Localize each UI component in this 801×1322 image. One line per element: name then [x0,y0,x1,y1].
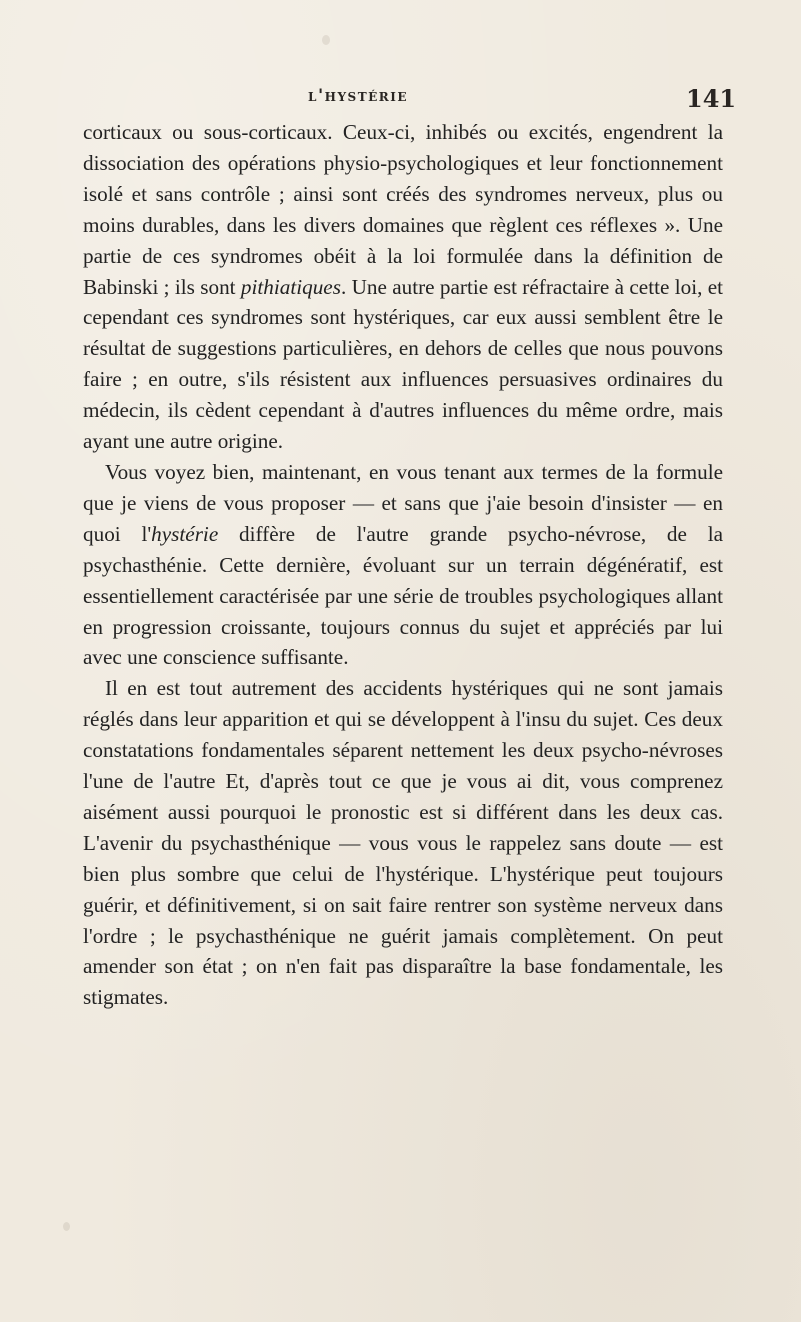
paragraph-2-text-b: diffère de l'autre grande psycho-névrose, de la psychasthénie. Cette dernière, évoluant sur un terrain dégénératif, est essentiellement caractérisée par une série de troubles psychologiques allant en progression croissante, toujours connus du sujet et appréciés par lui avec une conscience suffisante. [83,521,723,670]
paragraph-1 [83,117,723,457]
paragraph-1-emphasis: pithiatiques [240,274,341,299]
paper-spot [63,1222,70,1231]
body-text [83,117,723,1013]
running-title: l'hystérie [308,86,409,106]
paragraph-1-text-a: corticaux ou sous-corticaux. Ceux-ci, inhibés ou excités, engendrent la dissociation des opérations physio-psychologiques et leur fonctionnement isolé et sans contrôle ; ainsi sont créés des syndromes nerveux, plus ou moins durables, dans les divers domaines que règlent ces réflexes ». Une partie de ces syndromes obéit à la loi formulée dans la définition de Babinski ; ils sont [83,120,723,299]
page-number: 141 [686,84,737,113]
paragraph-2-emphasis: hystérie [151,521,219,546]
paragraph-3 [83,673,723,1013]
paragraph-2 [83,457,723,673]
page-header [0,84,801,114]
paragraph-1-text-b: . Une autre partie est réfractaire à cette loi, et cependant ces syndromes sont hystériques, car eux aussi semblent être le résultat de suggestions particulières, en dehors de celles que nous pouvons faire ; en outre, s'ils résistent aux influences persuasives ordinaires du médecin, ils cèdent cependant à d'autres influences du même ordre, mais ayant une autre origine. [83,274,723,454]
paragraph-2-text-a: Vous voyez bien, maintenant, en vous tenant aux termes de la formule que je viens de vous proposer — et sans que j'aie besoin d'insister — en quoi l' [83,459,723,546]
paper-spot [322,35,330,45]
paragraph-3-text: Il en est tout autrement des accidents hystériques qui ne sont jamais réglés dans leur apparition et qui se développent à l'insu du sujet. Ces deux constatations fondamentales séparent nettement les deux psycho-névroses l'une de l'autre Et, d'après tout ce que je vous ai dit, vous comprenez aisément aussi pourquoi le pronostic est si différent dans les deux cas. L'avenir du psychasthénique — vous vous le rappelez sans doute — est bien plus sombre que celui de l'hystérique. L'hystérique peut toujours guérir, et définitivement, si on sait faire rentrer son système nerveux dans l'ordre ; le psychasthénique ne guérit jamais complètement. On peut amender son état ; on n'en fait pas disparaître la base fondamentale, les stigmates. [83,676,723,1010]
